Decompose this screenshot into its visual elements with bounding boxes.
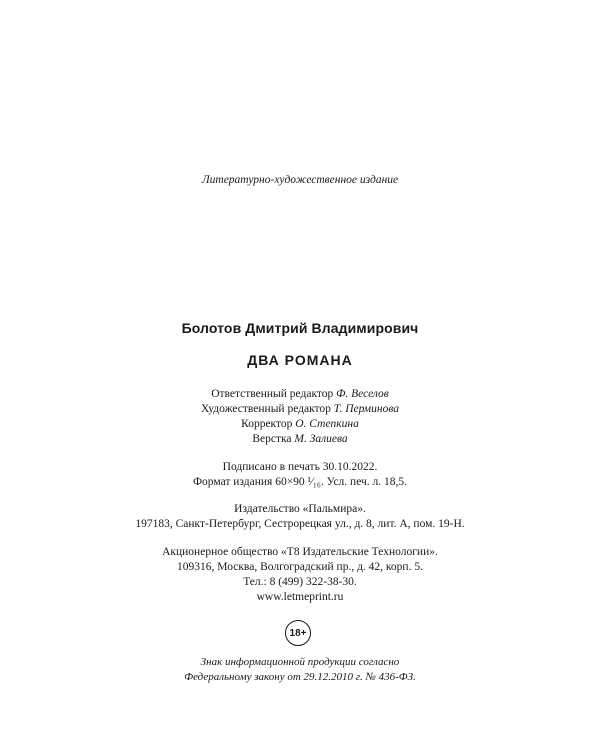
- genre-label: Литературно-художественное издание: [201, 174, 399, 186]
- credit-role: Художественный редактор: [200, 403, 331, 415]
- publisher-name: Издательство «Пальмира».: [234, 503, 366, 515]
- age-rating-badge: 18+: [285, 620, 311, 646]
- credit-line-art-editor: [0, 402, 600, 417]
- credit-person: О. Степкина: [295, 418, 359, 430]
- publisher-address: 197183, Санкт-Петербург, Сестрорецкая ул., д. 8, лит. А, пом. 19-Н.: [135, 518, 465, 530]
- credit-role: Верстка: [252, 433, 292, 445]
- printer-website: www.letmeprint.ru: [256, 591, 344, 603]
- credit-line-proofreader: [0, 417, 600, 432]
- credit-person: Ф. Веселов: [336, 388, 389, 400]
- author-name: Болотов Дмитрий Владимирович: [181, 320, 419, 336]
- printer-name: Акционерное общество «Т8 Издательские Технологии».: [162, 546, 438, 558]
- credit-role: Ответственный редактор: [211, 388, 334, 400]
- credit-person: Т. Перминова: [333, 403, 400, 415]
- info-product-notice-line-2: Федеральному закону от 29.12.2010 г. № 436-ФЗ.: [184, 671, 416, 683]
- info-product-notice-line-1: Знак информационной продукции согласно: [200, 656, 400, 668]
- credit-line-layout: [0, 432, 600, 447]
- print-format: Формат издания 60×90 ¹⁄₁₆. Усл. печ. л. 18,5.: [192, 476, 408, 488]
- print-signed-date: Подписано в печать 30.10.2022.: [222, 461, 378, 473]
- printer-address: 109316, Москва, Волгоградский пр., д. 42, корп. 5.: [177, 561, 423, 573]
- book-title: ДВА РОМАНА: [247, 352, 353, 368]
- credit-person: М. Залиева: [294, 433, 348, 445]
- credit-line-editor: [0, 387, 600, 402]
- credit-role: Корректор: [241, 418, 293, 430]
- printer-phone: Тел.: 8 (499) 322-38-30.: [243, 576, 357, 588]
